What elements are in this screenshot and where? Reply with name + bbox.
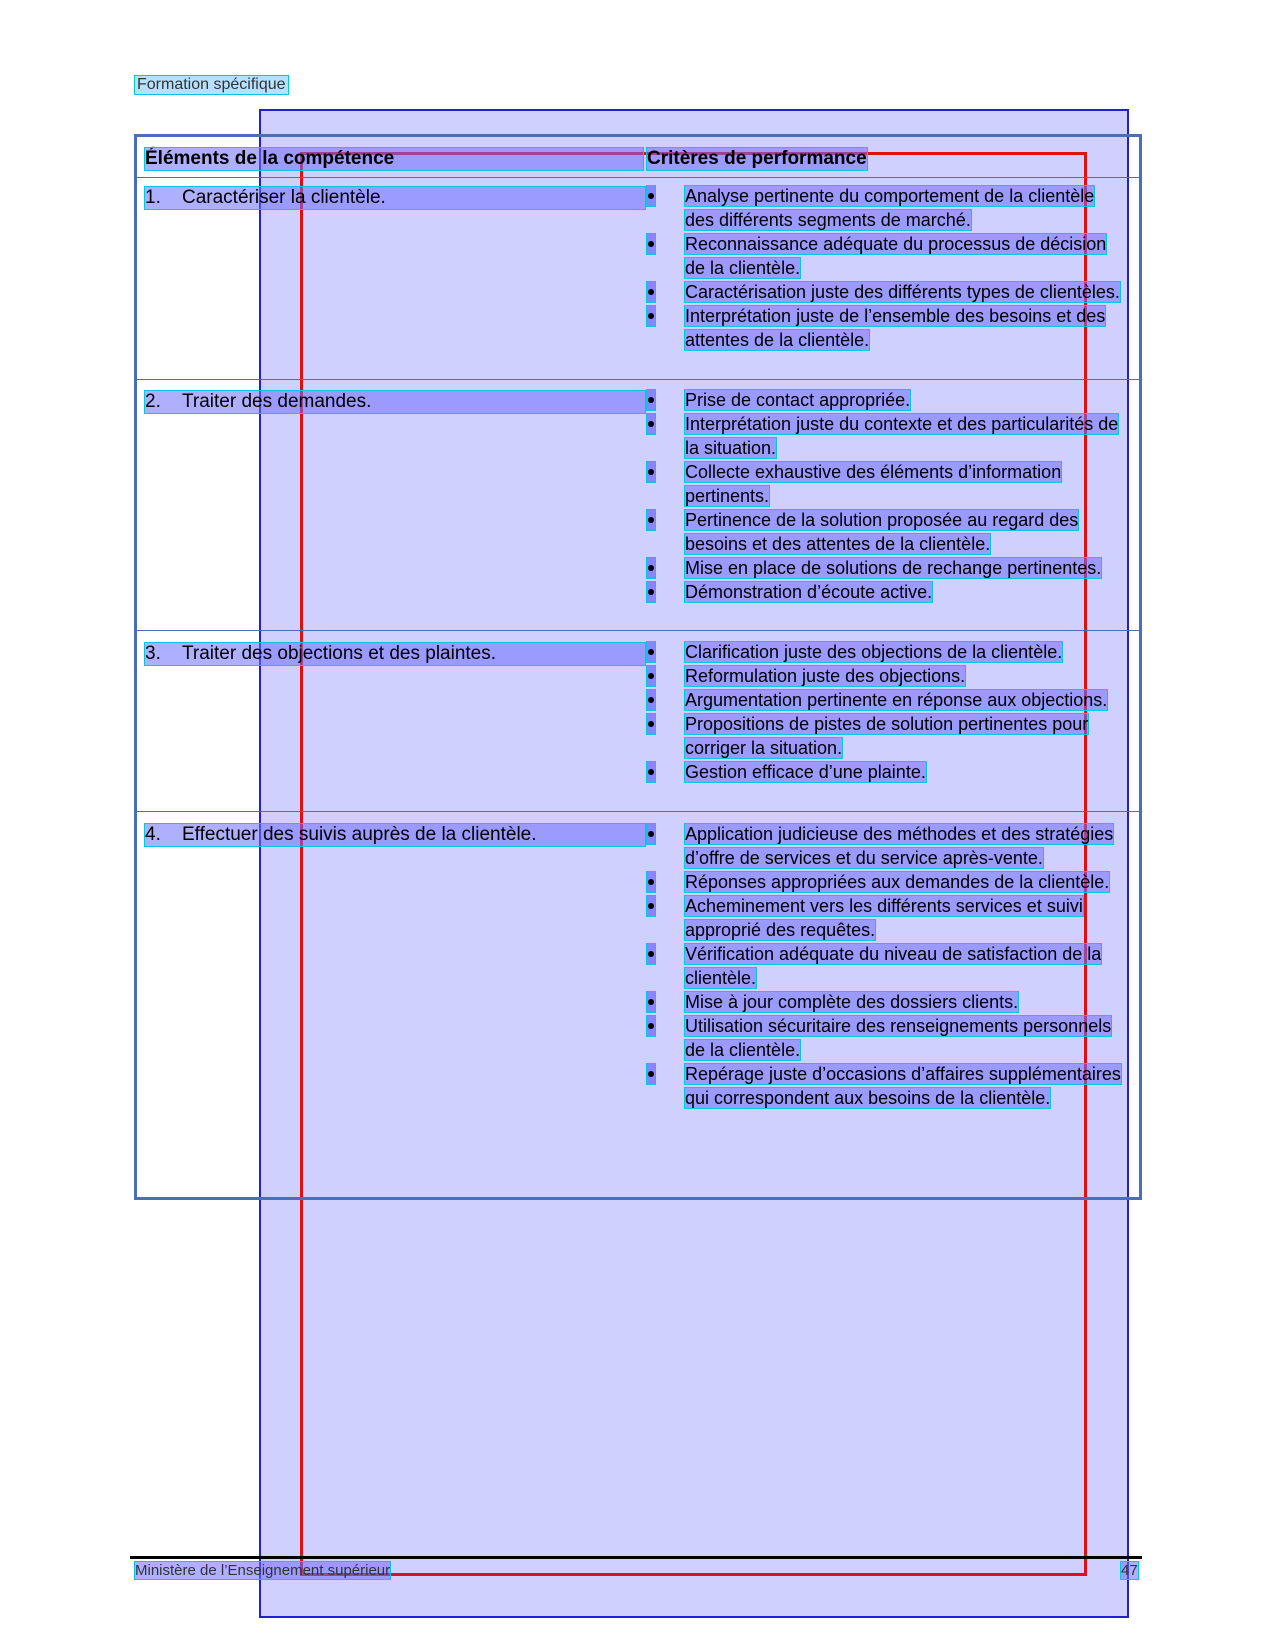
- element-row-2: [145, 391, 645, 413]
- bullet-icon: [647, 306, 655, 326]
- element-label: Traiter des objections et des plaintes.: [182, 643, 497, 664]
- element-row-3: [145, 643, 645, 665]
- element-number: 1.: [145, 187, 161, 208]
- bullet-icon: [647, 186, 655, 206]
- criterion-item: Collecte exhaustive des éléments d’information pertinents.: [647, 460, 1127, 508]
- footer-ministry: Ministère de l’Enseignement supérieur: [135, 1562, 391, 1579]
- bullet-icon: [647, 234, 655, 254]
- criterion-item: Mise en place de solutions de rechange pertinentes.: [647, 556, 1127, 580]
- bullet-icon: [647, 462, 655, 482]
- column-header-elements: Éléments de la compétence: [145, 148, 643, 170]
- element-number: 3.: [145, 643, 161, 664]
- bullet-icon: [647, 510, 655, 530]
- criterion-item: Acheminement vers les différents services et suivi approprié des requêtes.: [647, 894, 1127, 942]
- bullet-icon: [647, 642, 655, 662]
- criterion-item: Caractérisation juste des différents types de clientèles.: [647, 280, 1127, 304]
- section-title: Formation spécifique: [137, 76, 286, 93]
- element-number: 4.: [145, 824, 161, 845]
- bullet-icon: [647, 896, 655, 916]
- bullet-icon: [647, 390, 655, 410]
- criterion-item: Gestion efficace d’une plainte.: [647, 760, 1127, 784]
- criteria-list-4: [647, 822, 1127, 1110]
- element-label: Traiter des demandes.: [182, 391, 372, 412]
- criterion-item: Utilisation sécuritaire des renseignements personnels de la clientèle.: [647, 1014, 1127, 1062]
- criterion-item: Démonstration d’écoute active.: [647, 580, 1127, 604]
- criterion-item: Reformulation juste des objections.: [647, 664, 1127, 688]
- criterion-item: Mise à jour complète des dossiers clients.: [647, 990, 1127, 1014]
- bullet-icon: [647, 992, 655, 1012]
- bullet-icon: [647, 582, 655, 602]
- element-label: Caractériser la clientèle.: [182, 187, 386, 208]
- row-separator-3: [136, 811, 1140, 812]
- bullet-icon: [647, 558, 655, 578]
- footer-divider: [130, 1556, 1142, 1559]
- element-label: Effectuer des suivis auprès de la clientèle.: [182, 824, 537, 845]
- criteria-list-2: [647, 388, 1127, 604]
- element-number: 2.: [145, 391, 161, 412]
- row-separator-2: [136, 630, 1140, 631]
- criterion-item: Interprétation juste de l’ensemble des besoins et des attentes de la clientèle.: [647, 304, 1127, 352]
- bullet-icon: [647, 1064, 655, 1084]
- bullet-icon: [647, 282, 655, 302]
- element-row-4: [145, 824, 645, 846]
- criterion-item: Prise de contact appropriée.: [647, 388, 1127, 412]
- bullet-icon: [647, 1016, 655, 1036]
- criterion-item: Interprétation juste du contexte et des particularités de la situation.: [647, 412, 1127, 460]
- criterion-item: Propositions de pistes de solution pertinentes pour corriger la situation.: [647, 712, 1127, 760]
- criterion-item: Clarification juste des objections de la clientèle.: [647, 640, 1127, 664]
- criterion-item: Analyse pertinente du comportement de la clientèle des différents segments de marché.: [647, 184, 1127, 232]
- bullet-icon: [647, 944, 655, 964]
- criterion-item: Reconnaissance adéquate du processus de décision de la clientèle.: [647, 232, 1127, 280]
- page-number: 47: [1121, 1562, 1138, 1579]
- criterion-item: Repérage juste d’occasions d’affaires supplémentaires qui correspondent aux besoins de la clientèle.: [647, 1062, 1127, 1110]
- bullet-icon: [647, 872, 655, 892]
- bullet-icon: [647, 762, 655, 782]
- bullet-icon: [647, 414, 655, 434]
- criteria-list-1: [647, 184, 1127, 352]
- row-separator-1: [136, 379, 1140, 380]
- criteria-list-3: [647, 640, 1127, 784]
- bullet-icon: [647, 824, 655, 844]
- criterion-item: Vérification adéquate du niveau de satisfaction de la clientèle.: [647, 942, 1127, 990]
- criterion-item: Pertinence de la solution proposée au regard des besoins et des attentes de la clientèle.: [647, 508, 1127, 556]
- criterion-item: Réponses appropriées aux demandes de la clientèle.: [647, 870, 1127, 894]
- bullet-icon: [647, 690, 655, 710]
- header-row-separator: [136, 177, 1140, 178]
- bullet-icon: [647, 666, 655, 686]
- column-header-criteria: Critères de performance: [647, 148, 867, 169]
- element-row-1: [145, 187, 645, 209]
- bullet-icon: [647, 714, 655, 734]
- criterion-item: Application judicieuse des méthodes et des stratégies d’offre de services et du service après-vente.: [647, 822, 1127, 870]
- criterion-item: Argumentation pertinente en réponse aux objections.: [647, 688, 1127, 712]
